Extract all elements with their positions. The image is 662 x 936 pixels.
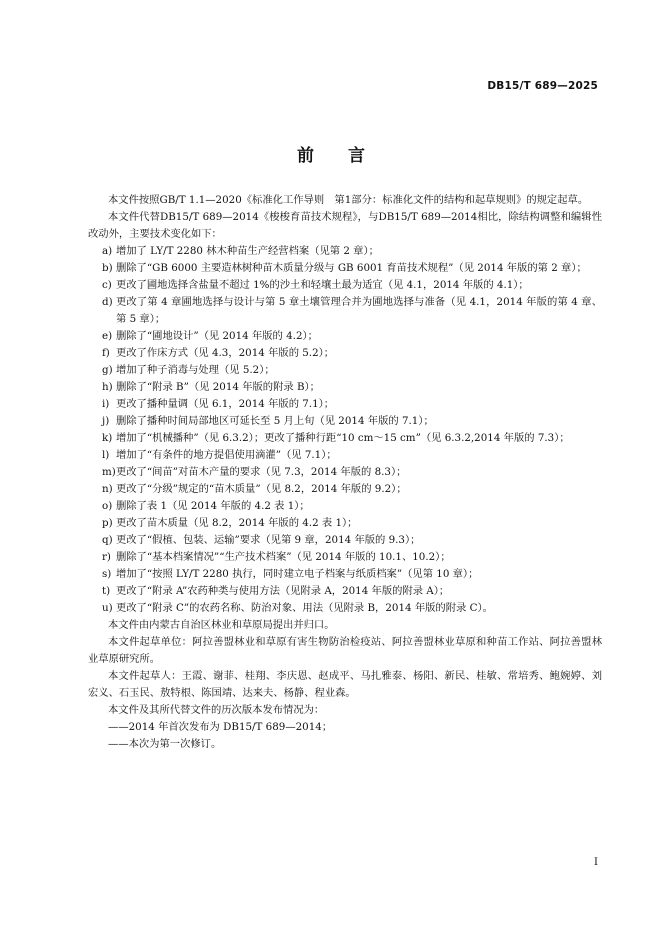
- list-marker: d): [102, 296, 113, 308]
- change-text: 删除了“圃地设计”（见 2014 年版的 4.2）；: [116, 330, 318, 342]
- page-number: I: [594, 857, 598, 868]
- foreword-body: [88, 192, 602, 753]
- change-text: 增加了 LY/T 2280 林木种苗生产经营档案（见第 2 章）；: [116, 245, 379, 257]
- change-item-b: [88, 260, 602, 277]
- change-item-i: [88, 396, 602, 413]
- change-text: 更改了圃地选择含盐量不超过 1%的沙土和轻壤土最为适宜（见 4.1，2014 年版的 4.1）；: [116, 279, 529, 291]
- change-item-g: [88, 362, 602, 379]
- change-item-o: [88, 498, 602, 515]
- change-text: 更改了“附录 C”的农药名称、防治对象、用法（见附录 B，2014 年版的附录 C）。: [116, 602, 493, 614]
- change-item-f: [88, 345, 602, 362]
- change-item-r: [88, 549, 602, 566]
- change-item-h: [88, 379, 602, 396]
- list-marker: r): [102, 551, 111, 563]
- change-item-l: [88, 447, 602, 464]
- list-marker: s): [102, 568, 112, 580]
- list-marker: i): [102, 398, 110, 410]
- change-text: 更改了“附录 A”农药种类与使用方法（见附录 A，2014 年版的附录 A）；: [116, 585, 450, 597]
- drafting-units-paragraph: 本文件起草单位：阿拉善盟林业和草原有害生物防治检疫站、阿拉善盟林业草原和种苗工作站、阿拉善盟林业草原研究所。: [88, 636, 602, 665]
- change-item-c: [88, 277, 602, 294]
- change-text: 删除了表 1（见 2014 年版的 4.2 表 1）；: [116, 500, 310, 512]
- history-intro-paragraph: 本文件及其所代替文件的历次版本发布情况为：: [108, 704, 325, 716]
- history-line-1: ——2014 年首次发布为 DB15/T 689—2014；: [108, 721, 333, 733]
- history-line-2: ——本次为第一次修订。: [108, 738, 222, 750]
- change-list: [88, 243, 602, 617]
- change-item-s: [88, 566, 602, 583]
- change-text: 更改了播种量调（见 6.1，2014 年版的 7.1）；: [116, 398, 335, 410]
- change-text: 更改了“间苗”对苗木产量的要求（见 7.3，2014 年版的 8.3）；: [116, 466, 407, 478]
- change-text: 更改了“假植、包装、运输”要求（见第 9 章，2014 年版的 9.3）；: [116, 534, 421, 546]
- list-marker: c): [102, 279, 112, 291]
- list-marker: j): [102, 415, 110, 427]
- change-text: 更改了第 4 章圃地选择与设计与第 5 章土壤管理合并为圃地选择与准备（见 4.1，2014 年版的第 4 章、第 5 章）；: [116, 296, 602, 325]
- list-marker: u): [102, 602, 113, 614]
- drafters-paragraph: 本文件起草人：王霞、谢菲、桂翔、李庆恩、赵成平、马扎雅泰、杨阳、新民、桂敏、常培秀、鲍婉婷、刘宏义、石玉民、敖特根、陈国靖、达来夫、杨静、程业森。: [88, 670, 602, 699]
- change-text: 删除了“GB 6000 主要造林树种苗木质量分级与 GB 6001 育苗技术规程”（见 2014 年版的第 2 章）；: [116, 262, 587, 274]
- page-title: 前 言: [297, 146, 365, 166]
- change-item-a: [88, 243, 602, 260]
- change-text: 更改了苗木质量（见 8.2，2014 年版的 4.2 表 1）；: [116, 517, 358, 529]
- change-text: 增加了“机械播种”（见 6.3.2）；更改了播种行距“10 cm～15 cm”（见 6.3.2,2014 年版的 7.3）；: [116, 432, 570, 444]
- change-item-d: [88, 294, 602, 328]
- list-marker: k): [102, 432, 113, 444]
- change-text: 增加了“按照 LY/T 2280 执行，同时建立电子档案与纸质档案”（见第 10 章）；: [116, 568, 479, 580]
- change-text: 删除了播种时间局部地区可延长至 5 月上旬（见 2014 年版的 7.1）；: [116, 415, 434, 427]
- document-code: DB15/T 689—2025: [487, 80, 598, 92]
- list-marker: b): [102, 262, 113, 274]
- list-marker: m): [102, 466, 116, 478]
- change-item-t: [88, 583, 602, 600]
- change-text: 更改了作床方式（见 4.3，2014 年版的 5.2）；: [116, 347, 335, 359]
- list-marker: q): [102, 534, 113, 546]
- change-item-k: [88, 430, 602, 447]
- list-marker: h): [102, 381, 113, 393]
- list-marker: t): [102, 585, 111, 597]
- change-item-m: [88, 464, 602, 481]
- change-text: 增加了“有条件的地方提倡使用滴灌”（见 7.1）；: [116, 449, 337, 461]
- change-item-u: [88, 600, 602, 617]
- change-text: 删除了“基本档案情况”“生产技术档案”（见 2014 年版的 10.1、10.2）；: [116, 551, 451, 563]
- proposer-paragraph: 本文件由内蒙古自治区林业和草原局提出并归口。: [108, 619, 335, 631]
- list-marker: e): [102, 330, 113, 342]
- change-item-n: [88, 481, 602, 498]
- change-text: 增加了种子消毒与处理（见 5.2）；: [116, 364, 275, 376]
- list-marker: f): [102, 347, 110, 359]
- list-marker: a): [102, 245, 113, 257]
- change-item-j: [88, 413, 602, 430]
- change-item-q: [88, 532, 602, 549]
- intro-paragraph-2: 本文件代替DB15/T 689—2014《梭梭育苗技术规程》，与DB15/T 689—2014相比，除结构调整和编辑性改动外，主要技术变化如下：: [88, 211, 602, 240]
- list-marker: g): [102, 364, 113, 376]
- intro-paragraph-1: 本文件按照GB/T 1.1—2020《标准化工作导则 第1部分：标准化文件的结构和起草规则》的规定起草。: [108, 194, 589, 206]
- list-marker: o): [102, 500, 113, 512]
- change-item-p: [88, 515, 602, 532]
- change-item-e: [88, 328, 602, 345]
- change-text: 删除了“附录 B”（见 2014 年版的附录 B）；: [116, 381, 320, 393]
- list-marker: p): [102, 517, 113, 529]
- change-text: 更改了“分级”规定的“苗木质量”（见 8.2，2014 年版的 9.2）；: [116, 483, 407, 495]
- list-marker: l): [102, 449, 110, 461]
- list-marker: n): [102, 483, 113, 495]
